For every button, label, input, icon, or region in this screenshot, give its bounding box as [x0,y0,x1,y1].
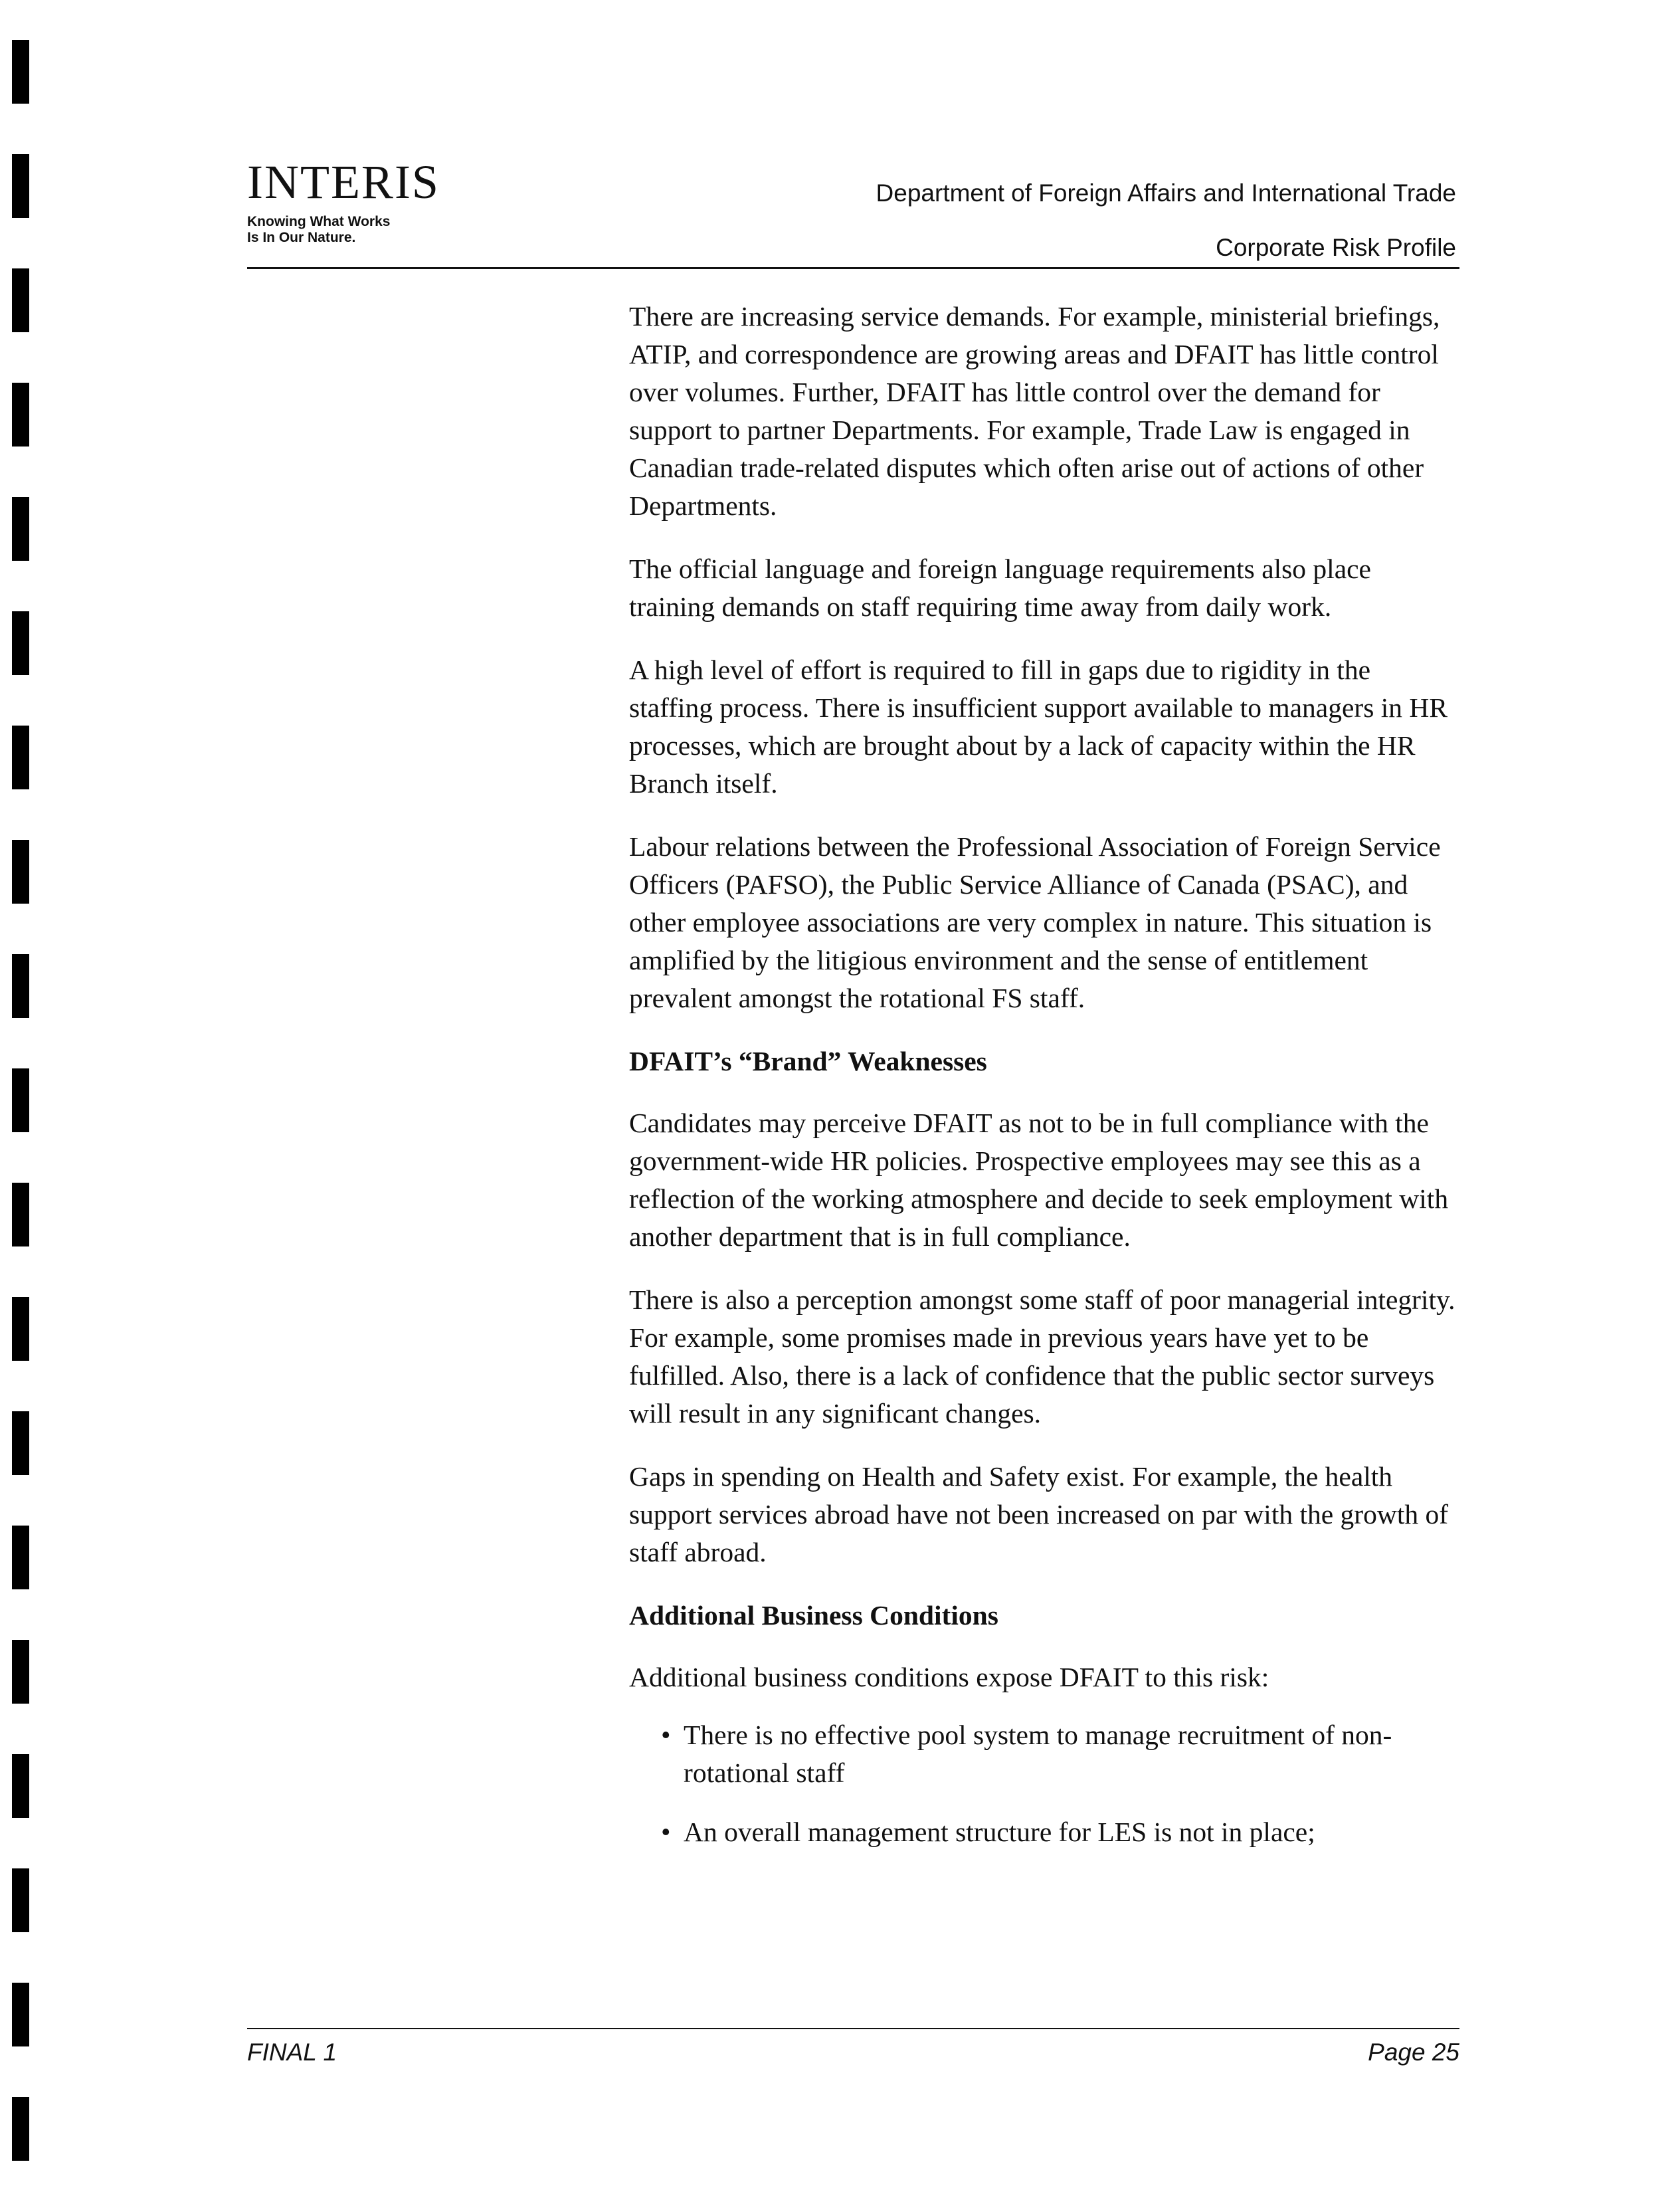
scan-mark [12,1183,29,1246]
footer-page-number: Page 25 [1368,2039,1459,2066]
scan-mark [12,40,29,104]
footer-version: FINAL 1 [247,2039,337,2066]
logo-name: INTERIS [247,155,440,209]
paragraph-health-safety: Gaps in spending on Health and Safety exist. For example, the health support services abroad have not been increased on par with the growth of staff abroad. [629,1461,1449,1567]
scan-mark [12,1983,29,2046]
paragraph-compliance-perception: Candidates may perceive DFAIT as not to be in full compliance with the government-wide HR policies. Prospective employees may see this as a reflection of the working atmosphere and decide to seek employment with another department that is in full compliance. [629,1108,1449,1252]
company-logo [247,155,513,246]
footer-divider [247,2028,1459,2029]
scan-mark [12,268,29,332]
list-item [661,1813,1459,1851]
scan-mark [12,1411,29,1475]
scan-mark [12,954,29,1018]
scan-mark [12,154,29,218]
paragraph-service-demands: There are increasing service demands. For example, ministerial briefings, ATIP, and correspondence are growing areas and DFAIT has little control over volumes. Further, DFAIT has little control over the demand for support to partner Departments. For example, Trade Law is engaged in Canadian trade-related disputes which often arise out of actions of other Departments. [629,301,1440,521]
business-conditions-list [629,1716,1459,1851]
scan-mark [12,497,29,561]
section-heading-brand-weaknesses: DFAIT’s “Brand” Weaknesses [629,1046,987,1076]
header-document-title: Corporate Risk Profile [1216,234,1456,261]
header-divider [247,267,1459,269]
list-item [661,1716,1459,1792]
scan-mark [12,1068,29,1132]
scan-mark [12,726,29,789]
scan-mark [12,611,29,675]
logo-tagline-line1: Knowing What Works [247,214,391,229]
logo-tagline [247,214,513,246]
list-item-text: An overall management structure for LES is not in place; [684,1817,1315,1847]
header-department: Department of Foreign Affairs and International Trade [876,179,1456,207]
paragraph-labour-relations: Labour relations between the Professional Association of Foreign Service Officers (PAFSO), the Public Service Alliance of Canada (PSAC), and other employee associations are very complex in nature. This situation is amplified by the litigious environment and the sense of entitlement prevalent amongst the rotational FS staff. [629,831,1441,1013]
logo-tagline-line2: Is In Our Nature. [247,230,356,245]
bullet-icon: • [661,1817,671,1847]
bullet-icon: • [661,1720,671,1750]
scan-mark [12,1868,29,1932]
scan-mark [12,840,29,904]
scan-mark [12,1526,29,1589]
scan-mark [12,383,29,447]
section-heading-business-conditions: Additional Business Conditions [629,1600,998,1631]
paragraph-business-conditions-intro: Additional business conditions expose DFAIT to this risk: [629,1662,1269,1692]
paragraph-language-requirements: The official language and foreign language requirements also place training demands on staff requiring time away from daily work. [629,553,1371,622]
list-item-text: There is no effective pool system to manage recruitment of non-rotational staff [684,1720,1392,1788]
page-body [629,298,1459,1872]
scan-mark [12,1754,29,1818]
paragraph-managerial-integrity: There is also a perception amongst some staff of poor managerial integrity. For example, some promises made in previous years have yet to be fulfilled. Also, there is a lack of confidence that the public sector surveys will result in any significant changes. [629,1284,1455,1429]
paragraph-staffing-effort: A high level of effort is required to fill in gaps due to rigidity in the staffing process. There is insufficient support available to managers in HR processes, which are brought about by a lack of capacity within the HR Branch itself. [629,654,1448,799]
scan-mark [12,1297,29,1361]
scan-mark [12,1640,29,1704]
scan-mark [12,2097,29,2161]
